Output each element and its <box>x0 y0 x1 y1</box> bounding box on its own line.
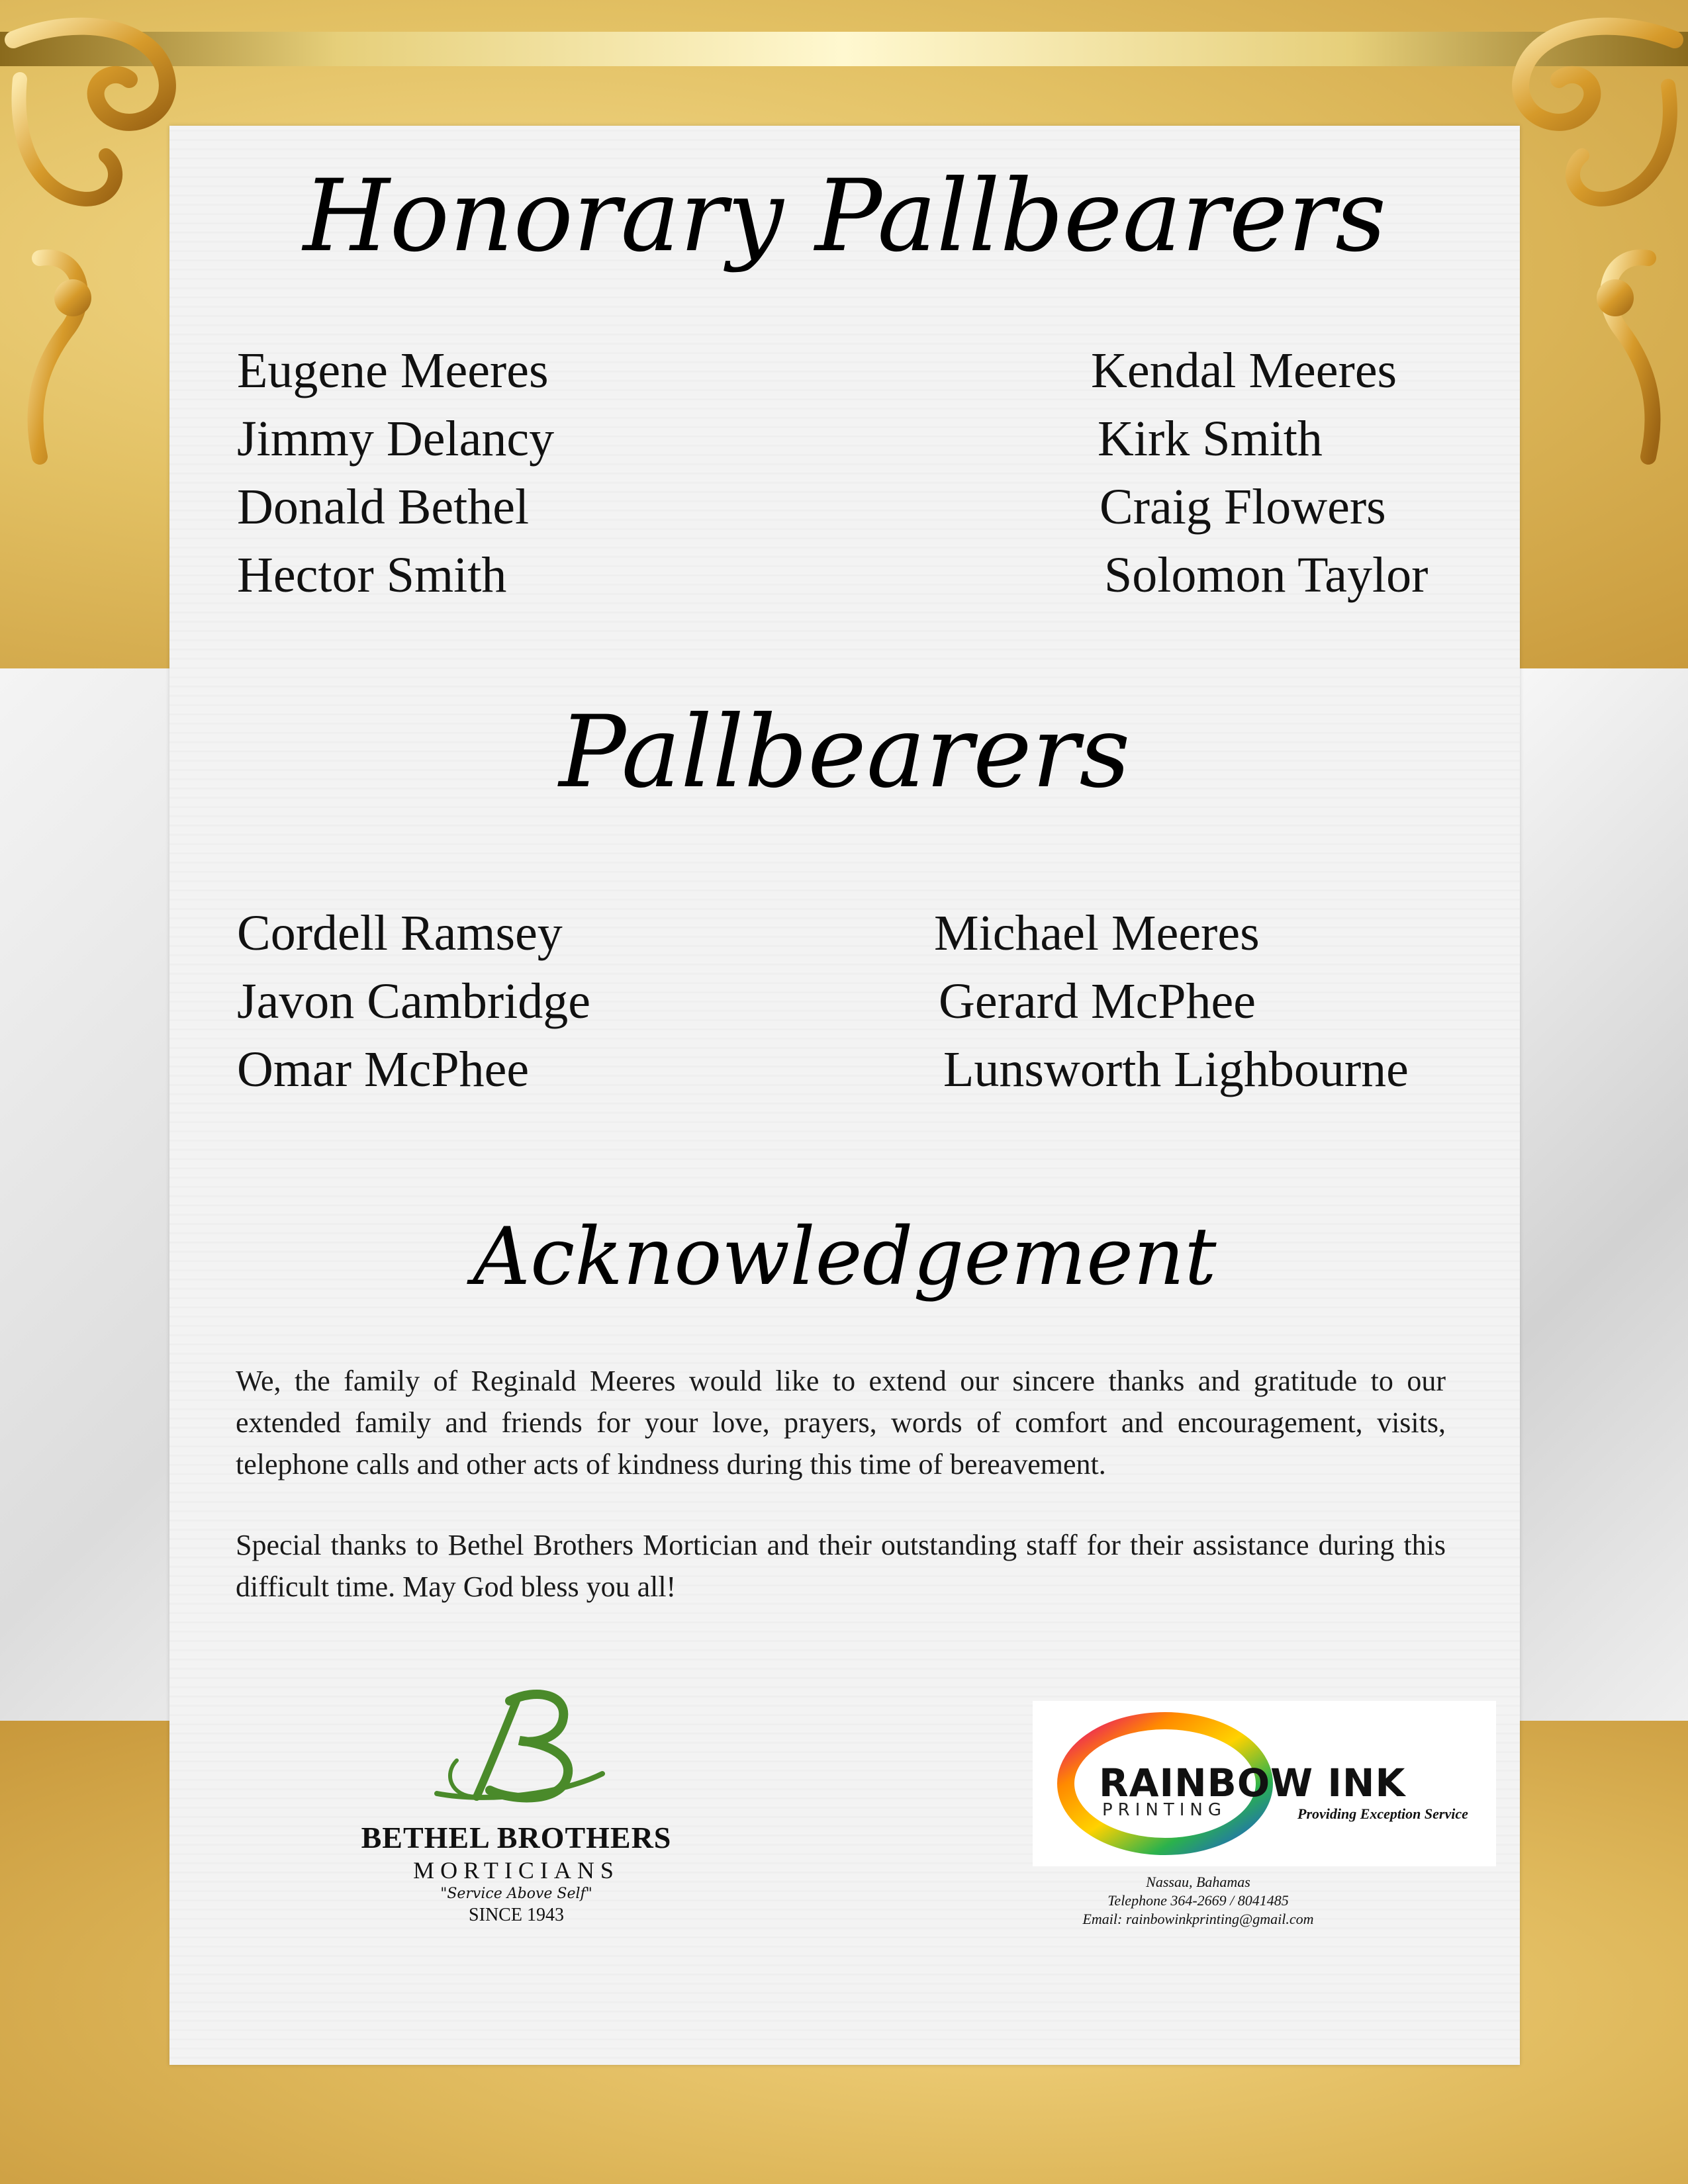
rainbow-ink-logo <box>1033 1701 1496 1939</box>
pallbearers-heading: Pallbearers <box>559 695 1131 810</box>
pallbearer-name-right-3: Lunsworth Lighbourne <box>943 1042 1409 1097</box>
bethel-monogram-icon <box>410 1681 622 1813</box>
rainbow-contact <box>1033 1873 1364 1929</box>
rainbow-telephone: Telephone 364-2669 / 8041485 <box>1107 1892 1289 1909</box>
honorary-pallbearers-heading: Honorary Pallbearers <box>303 159 1387 274</box>
rainbow-email: Email: rainbowinkprinting@gmail.com <box>1082 1911 1314 1927</box>
rainbow-sub: PRINTING <box>1102 1800 1227 1820</box>
honorary-name-left-3: Donald Bethel <box>237 479 530 535</box>
rainbow-tagline: Providing Exception Service <box>1297 1805 1468 1822</box>
honorary-name-right-4: Solomon Taylor <box>1104 547 1429 603</box>
acknowledgement-paragraph-1: We, the family of Reginald Meeres would like to extend our sincere thanks and gratitude to our extended family and friends for your love, prayers, words of comfort and encouragement, visits, telephone calls and other acts of kindness during this time of bereavement. <box>236 1365 1446 1480</box>
acknowledgement-paragraph-2: Special thanks to Bethel Brothers Mortician and their outstanding staff for their assistance during this difficult time. May God bless you all! <box>236 1529 1446 1603</box>
honorary-name-right-3: Craig Flowers <box>1100 479 1386 535</box>
rainbow-address: Nassau, Bahamas <box>1146 1874 1250 1890</box>
bethel-motto: "Service Above Self" <box>440 1886 592 1902</box>
pallbearer-name-left-2: Javon Cambridge <box>237 974 591 1029</box>
bethel-name: BETHEL BROTHERS <box>361 1821 672 1854</box>
honorary-name-right-1: Kendal Meeres <box>1091 343 1397 398</box>
pallbearer-name-left-1: Cordell Ramsey <box>237 905 563 961</box>
rainbow-name: RAINBOW INK <box>1099 1760 1406 1805</box>
pallbearer-name-left-3: Omar McPhee <box>237 1042 530 1097</box>
bethel-since: SINCE 1943 <box>469 1905 564 1925</box>
bethel-brothers-logo <box>331 1681 702 1946</box>
honorary-name-left-1: Eugene Meeres <box>237 343 549 398</box>
acknowledgement-heading: Acknowledgement <box>473 1211 1217 1303</box>
gold-border-bar <box>0 32 1688 66</box>
honorary-name-left-4: Hector Smith <box>237 547 507 603</box>
bethel-subtitle: MORTICIANS <box>413 1857 620 1884</box>
honorary-name-left-2: Jimmy Delancy <box>237 411 555 467</box>
pallbearer-name-right-1: Michael Meeres <box>934 905 1260 961</box>
pallbearer-name-right-2: Gerard McPhee <box>939 974 1256 1029</box>
honorary-name-right-2: Kirk Smith <box>1098 411 1323 467</box>
